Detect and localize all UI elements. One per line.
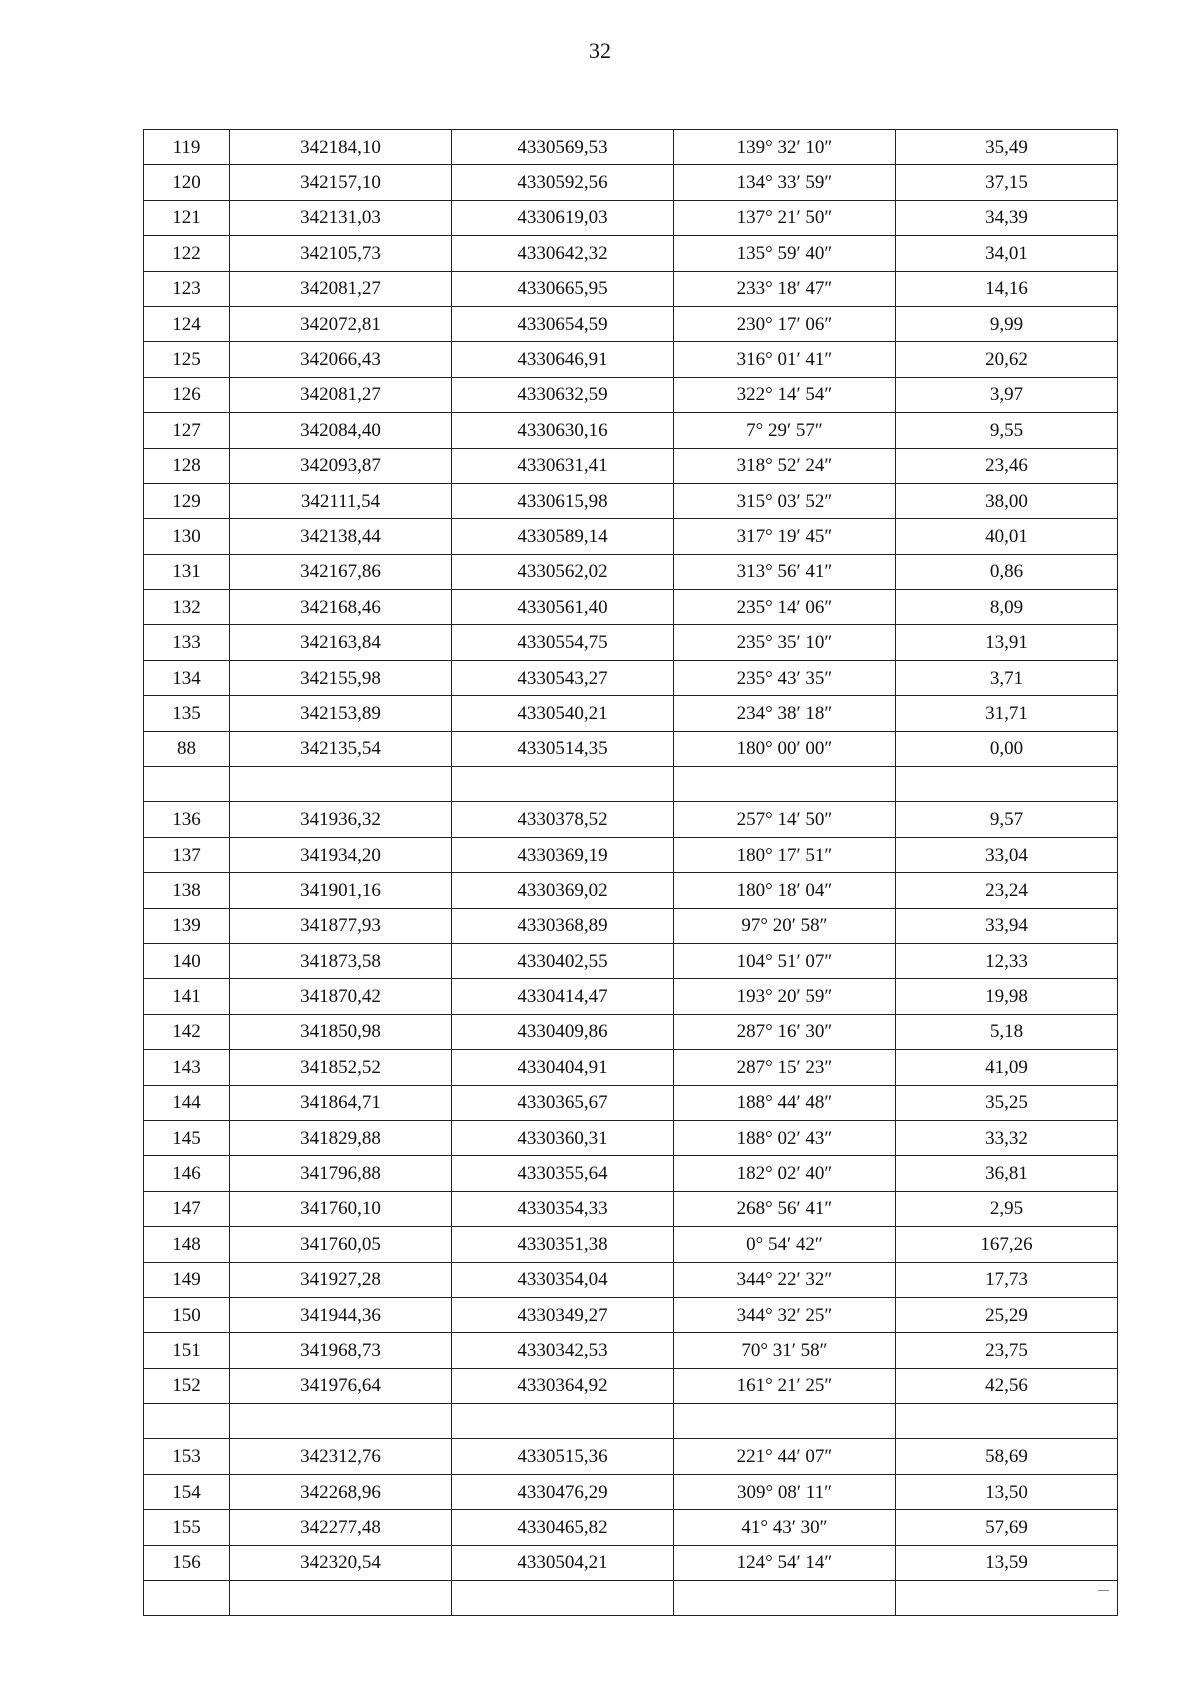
x-coordinate-cell: 342157,10 bbox=[230, 165, 452, 200]
point-number-cell: 135 bbox=[144, 696, 230, 731]
point-number-cell bbox=[144, 767, 230, 802]
point-number-cell: 152 bbox=[144, 1368, 230, 1403]
x-coordinate-cell: 341829,88 bbox=[230, 1120, 452, 1155]
bearing-cell: 344° 22′ 32″ bbox=[674, 1262, 896, 1297]
table-row bbox=[144, 1262, 1118, 1297]
bearing-cell: 230° 17′ 06″ bbox=[674, 306, 896, 341]
y-coordinate-cell: 4330665,95 bbox=[452, 271, 674, 306]
bearing-cell: 313° 56′ 41″ bbox=[674, 554, 896, 589]
x-coordinate-cell: 342072,81 bbox=[230, 306, 452, 341]
x-coordinate-cell: 341864,71 bbox=[230, 1085, 452, 1120]
bearing-cell: 234° 38′ 18″ bbox=[674, 696, 896, 731]
x-coordinate-cell: 341852,52 bbox=[230, 1050, 452, 1085]
distance-cell: 14,16 bbox=[896, 271, 1118, 306]
bearing-cell: 180° 00′ 00″ bbox=[674, 731, 896, 766]
x-coordinate-cell bbox=[230, 767, 452, 802]
table-row bbox=[144, 519, 1118, 554]
x-coordinate-cell: 341760,10 bbox=[230, 1191, 452, 1226]
y-coordinate-cell: 4330404,91 bbox=[452, 1050, 674, 1085]
table-row bbox=[144, 660, 1118, 695]
table-row bbox=[144, 1085, 1118, 1120]
point-number-cell: 142 bbox=[144, 1014, 230, 1049]
point-number-cell: 150 bbox=[144, 1297, 230, 1332]
table-row bbox=[144, 342, 1118, 377]
point-number-cell: 132 bbox=[144, 590, 230, 625]
y-coordinate-cell: 4330543,27 bbox=[452, 660, 674, 695]
distance-cell: 33,04 bbox=[896, 837, 1118, 872]
bearing-cell: 318° 52′ 24″ bbox=[674, 448, 896, 483]
point-number-cell bbox=[144, 1404, 230, 1439]
y-coordinate-cell: 4330409,86 bbox=[452, 1014, 674, 1049]
point-number-cell: 134 bbox=[144, 660, 230, 695]
y-coordinate-cell: 4330632,59 bbox=[452, 377, 674, 412]
table-row bbox=[144, 873, 1118, 908]
point-number-cell: 129 bbox=[144, 483, 230, 518]
distance-cell: 31,71 bbox=[896, 696, 1118, 731]
table-row bbox=[144, 1297, 1118, 1332]
distance-cell: 9,99 bbox=[896, 306, 1118, 341]
bearing-cell bbox=[674, 1404, 896, 1439]
table-row bbox=[144, 413, 1118, 448]
point-number-cell: 124 bbox=[144, 306, 230, 341]
y-coordinate-cell: 4330592,56 bbox=[452, 165, 674, 200]
distance-cell: 33,32 bbox=[896, 1120, 1118, 1155]
x-coordinate-cell: 341968,73 bbox=[230, 1333, 452, 1368]
distance-cell: 35,49 bbox=[896, 130, 1118, 165]
distance-cell: 0,86 bbox=[896, 554, 1118, 589]
x-coordinate-cell: 342135,54 bbox=[230, 731, 452, 766]
point-number-cell: 119 bbox=[144, 130, 230, 165]
point-number-cell: 146 bbox=[144, 1156, 230, 1191]
x-coordinate-cell: 341877,93 bbox=[230, 908, 452, 943]
bearing-cell: 287° 15′ 23″ bbox=[674, 1050, 896, 1085]
distance-cell: 37,15 bbox=[896, 165, 1118, 200]
point-number-cell: 140 bbox=[144, 943, 230, 978]
bearing-cell: 221° 44′ 07″ bbox=[674, 1439, 896, 1474]
bearing-cell: 41° 43′ 30″ bbox=[674, 1510, 896, 1545]
x-coordinate-cell: 341873,58 bbox=[230, 943, 452, 978]
distance-cell: 13,59 bbox=[896, 1545, 1118, 1580]
point-number-cell: 127 bbox=[144, 413, 230, 448]
y-coordinate-cell: 4330642,32 bbox=[452, 236, 674, 271]
point-number-cell: 143 bbox=[144, 1050, 230, 1085]
table-row bbox=[144, 625, 1118, 660]
distance-cell: 2,95 bbox=[896, 1191, 1118, 1226]
point-number-cell: 125 bbox=[144, 342, 230, 377]
bearing-cell: 139° 32′ 10″ bbox=[674, 130, 896, 165]
y-coordinate-cell: 4330514,35 bbox=[452, 731, 674, 766]
distance-cell: 33,94 bbox=[896, 908, 1118, 943]
y-coordinate-cell: 4330540,21 bbox=[452, 696, 674, 731]
table-row bbox=[144, 377, 1118, 412]
x-coordinate-cell: 342084,40 bbox=[230, 413, 452, 448]
table-row bbox=[144, 165, 1118, 200]
x-coordinate-cell: 342184,10 bbox=[230, 130, 452, 165]
distance-cell: 0,00 bbox=[896, 731, 1118, 766]
distance-cell: 9,57 bbox=[896, 802, 1118, 837]
x-coordinate-cell bbox=[230, 1581, 452, 1616]
bearing-cell bbox=[674, 1581, 896, 1616]
table-row bbox=[144, 236, 1118, 271]
table-row bbox=[144, 1368, 1118, 1403]
point-number-cell: 145 bbox=[144, 1120, 230, 1155]
distance-cell: 23,24 bbox=[896, 873, 1118, 908]
y-coordinate-cell: 4330365,67 bbox=[452, 1085, 674, 1120]
distance-cell: 35,25 bbox=[896, 1085, 1118, 1120]
x-coordinate-cell: 341901,16 bbox=[230, 873, 452, 908]
distance-cell: 8,09 bbox=[896, 590, 1118, 625]
x-coordinate-cell: 341927,28 bbox=[230, 1262, 452, 1297]
x-coordinate-cell: 342155,98 bbox=[230, 660, 452, 695]
point-number-cell: 139 bbox=[144, 908, 230, 943]
y-coordinate-cell: 4330355,64 bbox=[452, 1156, 674, 1191]
y-coordinate-cell bbox=[452, 1404, 674, 1439]
point-number-cell: 156 bbox=[144, 1545, 230, 1580]
bearing-cell: 0° 54′ 42″ bbox=[674, 1227, 896, 1262]
distance-cell: 19,98 bbox=[896, 979, 1118, 1014]
bearing-cell: 193° 20′ 59″ bbox=[674, 979, 896, 1014]
distance-cell: 3,97 bbox=[896, 377, 1118, 412]
table-row bbox=[144, 1191, 1118, 1226]
x-coordinate-cell: 342153,89 bbox=[230, 696, 452, 731]
x-coordinate-cell: 341870,42 bbox=[230, 979, 452, 1014]
y-coordinate-cell: 4330349,27 bbox=[452, 1297, 674, 1332]
bearing-cell: 180° 17′ 51″ bbox=[674, 837, 896, 872]
bearing-cell: 70° 31′ 58″ bbox=[674, 1333, 896, 1368]
table-row bbox=[144, 200, 1118, 235]
distance-cell: 36,81 bbox=[896, 1156, 1118, 1191]
x-coordinate-cell: 341796,88 bbox=[230, 1156, 452, 1191]
x-coordinate-cell: 342111,54 bbox=[230, 483, 452, 518]
table-row bbox=[144, 1333, 1118, 1368]
x-coordinate-cell: 342320,54 bbox=[230, 1545, 452, 1580]
y-coordinate-cell: 4330354,04 bbox=[452, 1262, 674, 1297]
y-coordinate-cell: 4330360,31 bbox=[452, 1120, 674, 1155]
table-row bbox=[144, 448, 1118, 483]
y-coordinate-cell: 4330515,36 bbox=[452, 1439, 674, 1474]
margin-mark bbox=[1098, 1590, 1109, 1591]
point-number-cell: 121 bbox=[144, 200, 230, 235]
x-coordinate-cell: 342277,48 bbox=[230, 1510, 452, 1545]
y-coordinate-cell: 4330364,92 bbox=[452, 1368, 674, 1403]
x-coordinate-cell: 342105,73 bbox=[230, 236, 452, 271]
table-row bbox=[144, 1474, 1118, 1509]
distance-cell: 34,39 bbox=[896, 200, 1118, 235]
table-row bbox=[144, 696, 1118, 731]
table-row bbox=[144, 979, 1118, 1014]
distance-cell bbox=[896, 1581, 1118, 1616]
distance-cell: 23,75 bbox=[896, 1333, 1118, 1368]
bearing-cell: 135° 59′ 40″ bbox=[674, 236, 896, 271]
table-row bbox=[144, 271, 1118, 306]
table-row bbox=[144, 554, 1118, 589]
point-number-cell: 144 bbox=[144, 1085, 230, 1120]
x-coordinate-cell: 342268,96 bbox=[230, 1474, 452, 1509]
x-coordinate-cell: 342066,43 bbox=[230, 342, 452, 377]
point-number-cell: 148 bbox=[144, 1227, 230, 1262]
distance-cell: 41,09 bbox=[896, 1050, 1118, 1085]
y-coordinate-cell: 4330369,02 bbox=[452, 873, 674, 908]
point-number-cell: 123 bbox=[144, 271, 230, 306]
point-number-cell: 88 bbox=[144, 731, 230, 766]
point-number-cell: 151 bbox=[144, 1333, 230, 1368]
point-number-cell: 133 bbox=[144, 625, 230, 660]
point-number-cell: 128 bbox=[144, 448, 230, 483]
bearing-cell: 124° 54′ 14″ bbox=[674, 1545, 896, 1580]
table-row bbox=[144, 943, 1118, 978]
bearing-cell: 235° 14′ 06″ bbox=[674, 590, 896, 625]
bearing-cell: 7° 29′ 57″ bbox=[674, 413, 896, 448]
x-coordinate-cell: 341760,05 bbox=[230, 1227, 452, 1262]
table-row bbox=[144, 1014, 1118, 1049]
x-coordinate-cell: 341976,64 bbox=[230, 1368, 452, 1403]
bearing-cell: 233° 18′ 47″ bbox=[674, 271, 896, 306]
distance-cell: 167,26 bbox=[896, 1227, 1118, 1262]
distance-cell: 20,62 bbox=[896, 342, 1118, 377]
x-coordinate-cell: 341934,20 bbox=[230, 837, 452, 872]
x-coordinate-cell: 342081,27 bbox=[230, 271, 452, 306]
bearing-cell: 309° 08′ 11″ bbox=[674, 1474, 896, 1509]
table-row bbox=[144, 306, 1118, 341]
point-number-cell: 130 bbox=[144, 519, 230, 554]
y-coordinate-cell: 4330476,29 bbox=[452, 1474, 674, 1509]
y-coordinate-cell: 4330465,82 bbox=[452, 1510, 674, 1545]
table-row bbox=[144, 837, 1118, 872]
table-row bbox=[144, 1581, 1118, 1616]
y-coordinate-cell: 4330619,03 bbox=[452, 200, 674, 235]
y-coordinate-cell: 4330354,33 bbox=[452, 1191, 674, 1226]
distance-cell: 42,56 bbox=[896, 1368, 1118, 1403]
distance-cell: 23,46 bbox=[896, 448, 1118, 483]
y-coordinate-cell: 4330402,55 bbox=[452, 943, 674, 978]
x-coordinate-cell: 342312,76 bbox=[230, 1439, 452, 1474]
distance-cell: 9,55 bbox=[896, 413, 1118, 448]
x-coordinate-cell: 342167,86 bbox=[230, 554, 452, 589]
bearing-cell: 316° 01′ 41″ bbox=[674, 342, 896, 377]
x-coordinate-cell: 341850,98 bbox=[230, 1014, 452, 1049]
bearing-cell: 344° 32′ 25″ bbox=[674, 1297, 896, 1332]
y-coordinate-cell: 4330654,59 bbox=[452, 306, 674, 341]
y-coordinate-cell: 4330342,53 bbox=[452, 1333, 674, 1368]
x-coordinate-cell: 342163,84 bbox=[230, 625, 452, 660]
point-number-cell: 120 bbox=[144, 165, 230, 200]
bearing-cell: 137° 21′ 50″ bbox=[674, 200, 896, 235]
bearing-cell: 182° 02′ 40″ bbox=[674, 1156, 896, 1191]
x-coordinate-cell bbox=[230, 1404, 452, 1439]
y-coordinate-cell: 4330562,02 bbox=[452, 554, 674, 589]
x-coordinate-cell: 342081,27 bbox=[230, 377, 452, 412]
point-number-cell: 141 bbox=[144, 979, 230, 1014]
table-row bbox=[144, 802, 1118, 837]
bearing-cell: 268° 56′ 41″ bbox=[674, 1191, 896, 1226]
x-coordinate-cell: 342168,46 bbox=[230, 590, 452, 625]
table-row bbox=[144, 1120, 1118, 1155]
y-coordinate-cell bbox=[452, 1581, 674, 1616]
y-coordinate-cell: 4330368,89 bbox=[452, 908, 674, 943]
y-coordinate-cell: 4330414,47 bbox=[452, 979, 674, 1014]
table-row bbox=[144, 767, 1118, 802]
point-number-cell: 137 bbox=[144, 837, 230, 872]
point-number-cell: 149 bbox=[144, 1262, 230, 1297]
table-row bbox=[144, 1050, 1118, 1085]
y-coordinate-cell: 4330630,16 bbox=[452, 413, 674, 448]
bearing-cell: 322° 14′ 54″ bbox=[674, 377, 896, 412]
bearing-cell: 161° 21′ 25″ bbox=[674, 1368, 896, 1403]
point-number-cell: 153 bbox=[144, 1439, 230, 1474]
table-row bbox=[144, 590, 1118, 625]
y-coordinate-cell bbox=[452, 767, 674, 802]
distance-cell bbox=[896, 1404, 1118, 1439]
y-coordinate-cell: 4330561,40 bbox=[452, 590, 674, 625]
bearing-cell: 188° 44′ 48″ bbox=[674, 1085, 896, 1120]
distance-cell: 3,71 bbox=[896, 660, 1118, 695]
coordinates-table bbox=[143, 129, 1118, 1616]
bearing-cell bbox=[674, 767, 896, 802]
distance-cell: 5,18 bbox=[896, 1014, 1118, 1049]
point-number-cell: 154 bbox=[144, 1474, 230, 1509]
table-row bbox=[144, 483, 1118, 518]
y-coordinate-cell: 4330569,53 bbox=[452, 130, 674, 165]
table-row bbox=[144, 1510, 1118, 1545]
table-row bbox=[144, 731, 1118, 766]
table-row bbox=[144, 1404, 1118, 1439]
distance-cell: 57,69 bbox=[896, 1510, 1118, 1545]
distance-cell: 34,01 bbox=[896, 236, 1118, 271]
bearing-cell: 188° 02′ 43″ bbox=[674, 1120, 896, 1155]
distance-cell: 13,50 bbox=[896, 1474, 1118, 1509]
y-coordinate-cell: 4330504,21 bbox=[452, 1545, 674, 1580]
bearing-cell: 134° 33′ 59″ bbox=[674, 165, 896, 200]
bearing-cell: 235° 43′ 35″ bbox=[674, 660, 896, 695]
point-number-cell: 155 bbox=[144, 1510, 230, 1545]
table-row bbox=[144, 1439, 1118, 1474]
y-coordinate-cell: 4330554,75 bbox=[452, 625, 674, 660]
table-row bbox=[144, 1545, 1118, 1580]
point-number-cell: 147 bbox=[144, 1191, 230, 1226]
distance-cell: 25,29 bbox=[896, 1297, 1118, 1332]
table-row bbox=[144, 908, 1118, 943]
y-coordinate-cell: 4330351,38 bbox=[452, 1227, 674, 1262]
table-row bbox=[144, 1156, 1118, 1191]
point-number-cell: 122 bbox=[144, 236, 230, 271]
point-number-cell: 131 bbox=[144, 554, 230, 589]
page-number: 32 bbox=[589, 38, 611, 63]
point-number-cell: 126 bbox=[144, 377, 230, 412]
y-coordinate-cell: 4330615,98 bbox=[452, 483, 674, 518]
x-coordinate-cell: 342131,03 bbox=[230, 200, 452, 235]
bearing-cell: 315° 03′ 52″ bbox=[674, 483, 896, 518]
point-number-cell: 138 bbox=[144, 873, 230, 908]
bearing-cell: 97° 20′ 58″ bbox=[674, 908, 896, 943]
coordinates-table-body bbox=[144, 130, 1118, 1616]
y-coordinate-cell: 4330589,14 bbox=[452, 519, 674, 554]
bearing-cell: 287° 16′ 30″ bbox=[674, 1014, 896, 1049]
y-coordinate-cell: 4330646,91 bbox=[452, 342, 674, 377]
distance-cell: 38,00 bbox=[896, 483, 1118, 518]
bearing-cell: 317° 19′ 45″ bbox=[674, 519, 896, 554]
x-coordinate-cell: 342093,87 bbox=[230, 448, 452, 483]
point-number-cell: 136 bbox=[144, 802, 230, 837]
distance-cell: 17,73 bbox=[896, 1262, 1118, 1297]
distance-cell: 58,69 bbox=[896, 1439, 1118, 1474]
point-number-cell bbox=[144, 1581, 230, 1616]
bearing-cell: 180° 18′ 04″ bbox=[674, 873, 896, 908]
bearing-cell: 257° 14′ 50″ bbox=[674, 802, 896, 837]
y-coordinate-cell: 4330378,52 bbox=[452, 802, 674, 837]
x-coordinate-cell: 341936,32 bbox=[230, 802, 452, 837]
distance-cell bbox=[896, 767, 1118, 802]
x-coordinate-cell: 341944,36 bbox=[230, 1297, 452, 1332]
table-row bbox=[144, 130, 1118, 165]
bearing-cell: 235° 35′ 10″ bbox=[674, 625, 896, 660]
y-coordinate-cell: 4330631,41 bbox=[452, 448, 674, 483]
distance-cell: 13,91 bbox=[896, 625, 1118, 660]
table-row bbox=[144, 1227, 1118, 1262]
x-coordinate-cell: 342138,44 bbox=[230, 519, 452, 554]
y-coordinate-cell: 4330369,19 bbox=[452, 837, 674, 872]
distance-cell: 40,01 bbox=[896, 519, 1118, 554]
distance-cell: 12,33 bbox=[896, 943, 1118, 978]
bearing-cell: 104° 51′ 07″ bbox=[674, 943, 896, 978]
